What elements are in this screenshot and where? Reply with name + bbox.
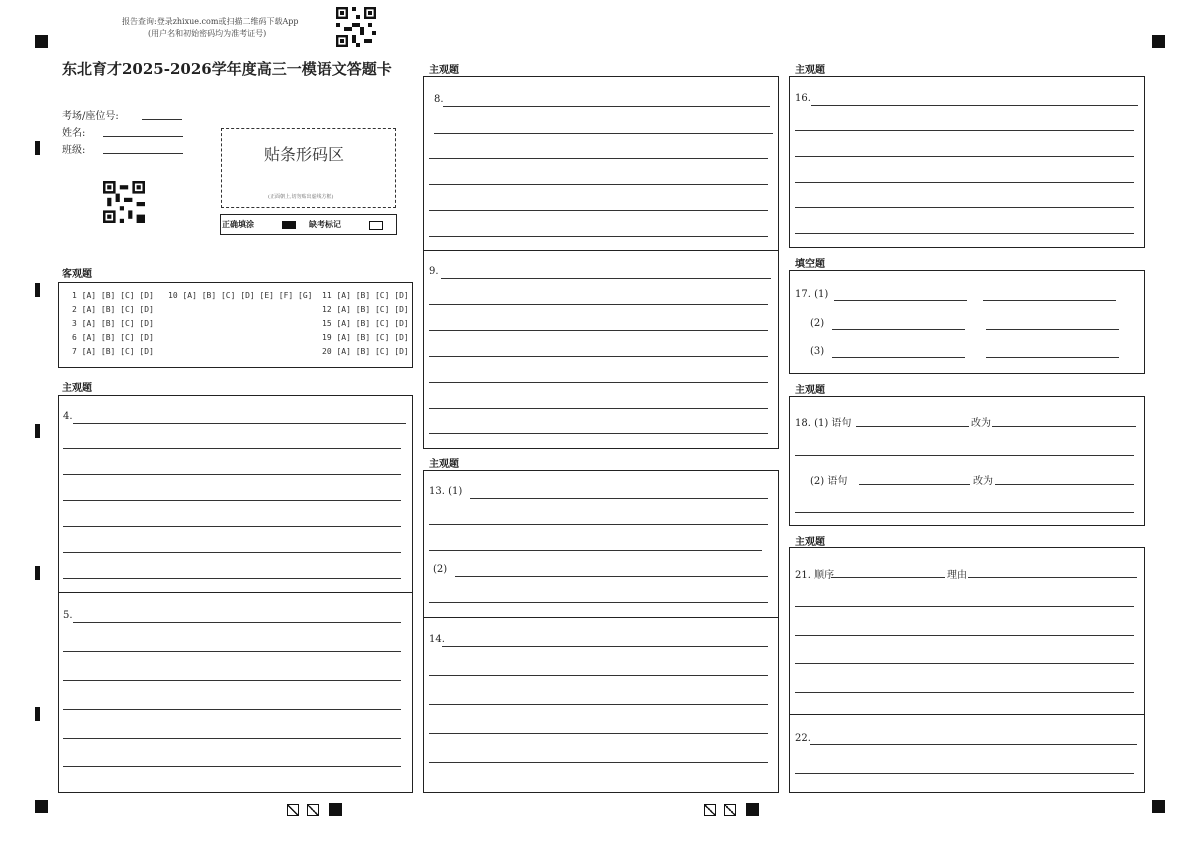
option-row[interactable]: 19 [A] [B] [C] [D] bbox=[322, 333, 409, 342]
answer-line[interactable] bbox=[429, 433, 768, 434]
answer-line[interactable] bbox=[795, 156, 1134, 157]
fill-blank-section-title: 填空题 bbox=[795, 259, 825, 270]
timing-mark bbox=[35, 566, 40, 580]
answer-line[interactable] bbox=[73, 622, 401, 623]
section-title: 主观题 bbox=[795, 385, 825, 396]
answer-line[interactable] bbox=[429, 158, 768, 159]
answer-line[interactable] bbox=[995, 484, 1134, 485]
absent-mark-label: 缺考标记 bbox=[309, 220, 341, 229]
option-row[interactable]: 7 [A] [B] [C] [D] bbox=[72, 347, 154, 356]
solid-marker bbox=[746, 803, 759, 816]
q4-box bbox=[58, 395, 413, 593]
q18-1-change-label: 改为 bbox=[971, 418, 991, 429]
answer-line[interactable] bbox=[429, 210, 768, 211]
option-row[interactable]: 11 [A] [B] [C] [D] bbox=[322, 291, 409, 300]
corner-mark-bottom-left bbox=[35, 800, 48, 813]
section-title: 主观题 bbox=[429, 459, 459, 470]
section-title: 主观题 bbox=[62, 383, 92, 394]
answer-line[interactable] bbox=[429, 382, 768, 383]
answer-line[interactable] bbox=[831, 577, 945, 578]
q4-label: 4. bbox=[63, 411, 73, 422]
answer-line[interactable] bbox=[63, 680, 401, 681]
option-row[interactable]: 15 [A] [B] [C] [D] bbox=[322, 319, 409, 328]
answer-line[interactable] bbox=[992, 426, 1136, 427]
report-query-note: (用户名和初始密码均为准考证号) bbox=[148, 29, 267, 38]
hatch-marker bbox=[287, 804, 299, 816]
q22-label: 22. bbox=[795, 733, 811, 744]
section-title: 主观题 bbox=[795, 65, 825, 76]
answer-line[interactable] bbox=[810, 744, 1137, 745]
q5-label: 5. bbox=[63, 610, 73, 621]
answer-line[interactable] bbox=[63, 738, 401, 739]
answer-line[interactable] bbox=[63, 766, 401, 767]
answer-line[interactable] bbox=[63, 552, 401, 553]
answer-line[interactable] bbox=[795, 692, 1134, 693]
answer-line[interactable] bbox=[859, 484, 970, 485]
answer-line[interactable] bbox=[834, 300, 967, 301]
hatch-marker bbox=[704, 804, 716, 816]
correct-fill-label: 正确填涂 bbox=[222, 220, 254, 229]
answer-line[interactable] bbox=[429, 408, 768, 409]
q9-label: 9. bbox=[429, 266, 439, 277]
answer-line[interactable] bbox=[63, 448, 401, 449]
answer-line[interactable] bbox=[983, 300, 1116, 301]
answer-line[interactable] bbox=[442, 646, 768, 647]
answer-line[interactable] bbox=[795, 182, 1134, 183]
corner-mark-bottom-right bbox=[1152, 800, 1165, 813]
option-row[interactable]: 12 [A] [B] [C] [D] bbox=[322, 305, 409, 314]
hatch-marker bbox=[307, 804, 319, 816]
option-row[interactable]: 2 [A] [B] [C] [D] bbox=[72, 305, 154, 314]
q17-2-label: (2) bbox=[810, 318, 825, 329]
answer-line[interactable] bbox=[429, 236, 768, 237]
answer-line[interactable] bbox=[441, 278, 771, 279]
qr-code-icon bbox=[336, 7, 376, 47]
answer-line[interactable] bbox=[434, 133, 773, 134]
answer-line[interactable] bbox=[455, 576, 768, 577]
answer-line[interactable] bbox=[986, 357, 1119, 358]
answer-line[interactable] bbox=[968, 577, 1137, 578]
answer-line[interactable] bbox=[795, 233, 1134, 234]
objective-section-title: 客观题 bbox=[62, 269, 92, 280]
answer-line[interactable] bbox=[795, 512, 1134, 513]
q21-reason-label: 理由 bbox=[947, 570, 967, 581]
answer-line[interactable] bbox=[63, 474, 401, 475]
q18-2-change-label: 改为 bbox=[973, 476, 993, 487]
option-row[interactable]: 10 [A] [B] [C] [D] [E] [F] [G] bbox=[168, 291, 313, 300]
option-row[interactable]: 6 [A] [B] [C] [D] bbox=[72, 333, 154, 342]
answer-line[interactable] bbox=[795, 207, 1134, 208]
q18-1-label: 18. (1) 语句 bbox=[795, 418, 852, 429]
answer-line[interactable] bbox=[63, 578, 401, 579]
q13-2-label: (2) bbox=[433, 564, 448, 575]
answer-line[interactable] bbox=[429, 762, 768, 763]
answer-line[interactable] bbox=[63, 500, 401, 501]
answer-line[interactable] bbox=[63, 709, 401, 710]
class-field[interactable] bbox=[103, 153, 183, 154]
seat-field[interactable] bbox=[142, 119, 182, 120]
q16-box bbox=[789, 76, 1145, 248]
answer-line[interactable] bbox=[795, 663, 1134, 664]
barcode-note: (正面朝上,切勿贴出虚线方框) bbox=[268, 194, 334, 200]
answer-line[interactable] bbox=[429, 524, 768, 525]
q21-box bbox=[789, 547, 1145, 715]
answer-line[interactable] bbox=[986, 329, 1119, 330]
answer-line[interactable] bbox=[795, 130, 1134, 131]
q18-2-label: (2) 语句 bbox=[810, 476, 848, 487]
timing-mark bbox=[35, 283, 40, 297]
name-field[interactable] bbox=[103, 136, 183, 137]
q14-box bbox=[423, 617, 779, 793]
q21-label: 21. 顺序 bbox=[795, 570, 835, 581]
q17-1-label: 17. (1) bbox=[795, 289, 829, 300]
class-label: 班级: bbox=[62, 145, 86, 156]
qr-code-icon bbox=[103, 181, 145, 223]
q8-label: 8. bbox=[434, 94, 444, 105]
option-row[interactable]: 3 [A] [B] [C] [D] bbox=[72, 319, 154, 328]
answer-line[interactable] bbox=[429, 550, 762, 551]
q13-1-label: 13. (1) bbox=[429, 486, 463, 497]
solid-marker bbox=[329, 803, 342, 816]
timing-mark bbox=[35, 707, 40, 721]
timing-mark bbox=[35, 424, 40, 438]
answer-line[interactable] bbox=[429, 330, 768, 331]
report-query-line: 报告查询:登录zhixue.com或扫描二维码下载App bbox=[122, 17, 299, 26]
hatch-marker bbox=[724, 804, 736, 816]
q16-label: 16. bbox=[795, 93, 811, 104]
absent-mark-box[interactable] bbox=[369, 221, 383, 230]
answer-line[interactable] bbox=[795, 635, 1134, 636]
answer-line[interactable] bbox=[429, 356, 768, 357]
answer-line[interactable] bbox=[429, 733, 768, 734]
answer-line[interactable] bbox=[63, 651, 401, 652]
seat-label: 考场/座位号: bbox=[62, 111, 119, 122]
q9-box bbox=[423, 250, 779, 449]
corner-mark-top-right bbox=[1152, 35, 1165, 48]
answer-line[interactable] bbox=[63, 526, 401, 527]
option-row[interactable]: 20 [A] [B] [C] [D] bbox=[322, 347, 409, 356]
correct-fill-sample bbox=[282, 221, 296, 229]
q17-box bbox=[789, 270, 1145, 374]
q17-3-label: (3) bbox=[810, 346, 825, 357]
answer-line[interactable] bbox=[429, 602, 768, 603]
answer-line[interactable] bbox=[429, 704, 768, 705]
timing-mark bbox=[35, 141, 40, 155]
answer-line[interactable] bbox=[795, 773, 1134, 774]
name-label: 姓名: bbox=[62, 128, 86, 139]
answer-line[interactable] bbox=[811, 105, 1138, 106]
answer-line[interactable] bbox=[73, 423, 406, 424]
answer-line[interactable] bbox=[795, 455, 1134, 456]
answer-line[interactable] bbox=[795, 606, 1134, 607]
q13-box bbox=[423, 470, 779, 618]
answer-line[interactable] bbox=[470, 498, 768, 499]
corner-mark-top-left bbox=[35, 35, 48, 48]
answer-line[interactable] bbox=[832, 357, 965, 358]
q8-box bbox=[423, 76, 779, 251]
answer-line[interactable] bbox=[832, 329, 965, 330]
answer-line[interactable] bbox=[429, 184, 768, 185]
section-title: 主观题 bbox=[429, 65, 459, 76]
answer-line[interactable] bbox=[429, 675, 768, 676]
answer-line[interactable] bbox=[443, 106, 770, 107]
answer-line[interactable] bbox=[429, 304, 768, 305]
option-row[interactable]: 1 [A] [B] [C] [D] bbox=[72, 291, 154, 300]
page-title: 东北育才2025-2026学年度高三一模语文答题卡 bbox=[62, 60, 392, 78]
q22-box bbox=[789, 714, 1145, 793]
answer-line[interactable] bbox=[856, 426, 969, 427]
section-title: 主观题 bbox=[795, 537, 825, 548]
q14-label: 14. bbox=[429, 634, 445, 645]
barcode-title: 贴条形码区 bbox=[264, 145, 345, 164]
